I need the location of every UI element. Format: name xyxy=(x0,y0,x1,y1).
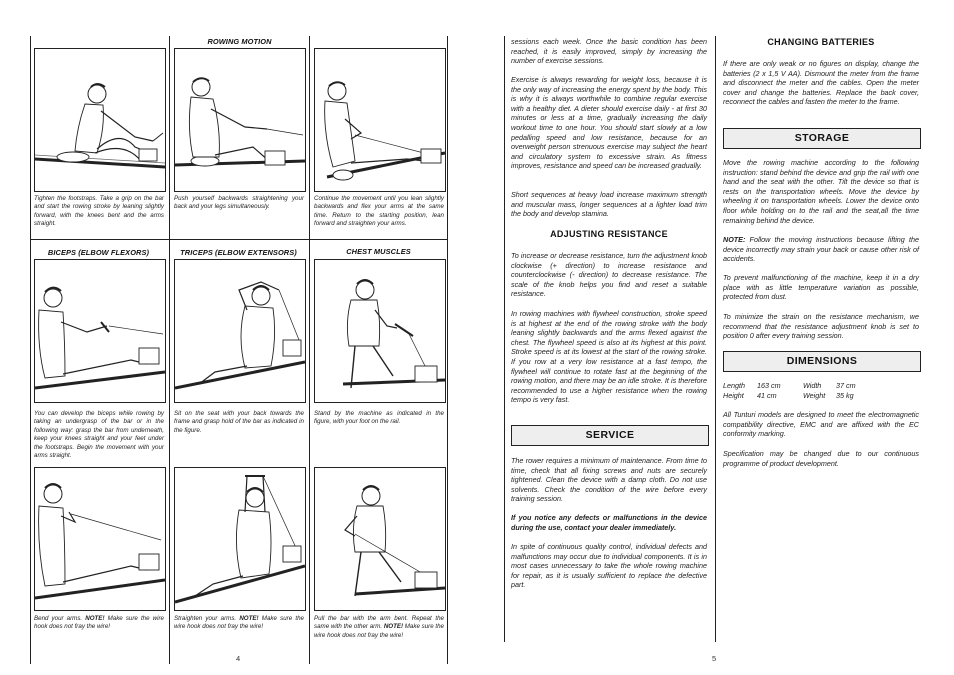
storage-heading: STORAGE xyxy=(723,128,921,149)
note-label: NOTE: xyxy=(723,235,746,244)
left-page-rule-right xyxy=(447,36,448,664)
caption-bend-arms xyxy=(34,615,164,632)
dimension-width-value: 37 cm xyxy=(836,381,856,390)
caption-rowing-start: Tighten the footstraps. Take a grip on the bar and start the rowing stroke by leaning slightly forward, with the knees bent and the arms straight. xyxy=(34,195,164,228)
caption-rowing-finish: Continue the movement until you lean slightly backwards and flex your arms at the same time. Return to the starting position, lean forward and straighten your arms. xyxy=(314,195,444,228)
intro-paragraph-3: Short sequences at heavy load increase maximum strength and muscular mass, longer sequences at a lighter load trim the body and develop stamina. xyxy=(511,190,707,219)
specification-paragraph: Specification may be changed due to our continuous programme of product development. xyxy=(723,449,919,468)
triceps-illustration xyxy=(175,260,305,402)
triceps-title: TRICEPS (ELBOW EXTENSORS) xyxy=(180,248,297,257)
caption-text: Bend your arms. xyxy=(34,615,86,622)
emc-paragraph: All Tunturi models are designed to meet the electromagnetic compatibility directive, EMC and are affixed with the EC conformity marking. xyxy=(723,410,919,439)
rowing-finish-illustration xyxy=(315,49,445,191)
changing-batteries-heading: CHANGING BATTERIES xyxy=(767,37,875,47)
dimension-length-label: Length xyxy=(723,381,745,390)
caption-biceps: You can develop the biceps while rowing by taking an undergrasp of the bar or in the following way: grasp the bar from underneath, keep your knees straight and your feet under the footstraps. Begin the movement with your arms straight. xyxy=(34,410,164,460)
note-label: NOTE! xyxy=(85,615,105,622)
figure-rowing-push xyxy=(174,48,306,192)
rowing-push-illustration xyxy=(175,49,305,191)
dimension-height-label: Height xyxy=(723,391,744,400)
right-page-center-rule xyxy=(715,36,716,642)
pull-one-arm-illustration xyxy=(315,468,445,610)
figure-triceps xyxy=(174,259,306,403)
intro-paragraph-2: Exercise is always rewarding for weight loss, because it is the only way of increasing the energy spent by the body. This is why it is always worthwhile to combine regular exercise with a healthy diet. A dieter should exercise daily - at first 30 minutes or less at a time, gradually increasing the daily workout time to one hour. You should start slowly at a low pedalling speed and low resistance, because for an overweight person strenuous exercise may subject the heart and circulatory system to excessive strain. As fitness improves, resistance and speed can be increased gradually. xyxy=(511,75,707,171)
caption-text: Make sure the wire hook does not fray the wire! xyxy=(174,615,304,631)
caption-rowing-push: Push yourself backwards straightening your back and your legs simultaneously. xyxy=(174,195,304,211)
chest-muscles-title: CHEST MUSCLES xyxy=(346,247,411,256)
service-paragraph-3: In spite of continuous quality control, individual defects and malfunctions may occur due to individual components. It is in most cases unnecessary to take the whole rowing machine for repair, as it is usually sufficient to replace the defective part. xyxy=(511,542,707,590)
storage-paragraph-3: To minimize the strain on the resistance mechanism, we recommend that the resistance adjustment knob is set to position 0 after every training session. xyxy=(723,312,919,341)
rowing-start-illustration xyxy=(35,49,165,191)
figure-pull-one-arm xyxy=(314,467,446,611)
dimensions-heading: DIMENSIONS xyxy=(723,351,921,372)
biceps-title: BICEPS (ELBOW FLEXORS) xyxy=(47,248,150,257)
service-heading: SERVICE xyxy=(511,425,709,446)
caption-text: Make sure the wire hook does not fray the wire! xyxy=(314,623,444,639)
caption-pull-one-arm xyxy=(314,615,444,640)
dimension-length-value: 163 cm xyxy=(757,381,781,390)
dimension-width-label: Width xyxy=(803,381,822,390)
biceps-illustration xyxy=(35,260,165,402)
intro-paragraph-1: sessions each week. Once the basic condition has been reached, it is easily improved, simply by increasing the number of exercise sessions. xyxy=(511,37,707,66)
batteries-paragraph: If there are only weak or no figures on display, change the batteries (2 x 1,5 V AA). Dismount the meter from the frame and disconnect the meter and the cables. Open the meter cover and change the batteries. Replace the back cover, reconnect the cables and fasten the meter to the frame. xyxy=(723,59,919,107)
dimension-height-value: 41 cm xyxy=(757,391,777,400)
bend-arms-illustration xyxy=(35,468,165,610)
straighten-arms-illustration xyxy=(175,468,305,610)
caption-chest: Stand by the machine as indicated in the figure, with your foot on the rail. xyxy=(314,410,444,426)
adjusting-paragraph-1: To increase or decrease resistance, turn the adjustment knob clockwise (+ direction) to increase resistance and counterclockwise (- direction) to decrease resistance. The scale of the knob helps you find and reset a suitable resistance. xyxy=(511,251,707,299)
rowing-motion-title: ROWING MOTION xyxy=(207,37,272,46)
caption-text: Pull the bar with the arm bent. Repeat the same with the other arm. xyxy=(314,615,444,631)
dimension-weight-label: Weight xyxy=(803,391,826,400)
storage-note xyxy=(723,235,919,264)
chest-illustration xyxy=(315,260,445,402)
note-text: Follow the moving instructions because lifting the device incorrectly may strain your back or cause other risk of accidents. xyxy=(723,235,919,264)
left-page-rule-left xyxy=(30,36,31,664)
page-number-right: 5 xyxy=(712,654,717,663)
service-paragraph-2: If you notice any defects or malfunctions in the device during the use, contact your dealer immediately. xyxy=(511,513,707,532)
service-paragraph-1: The rower requires a minimum of maintenance. From time to time, check that all fixing screws and nuts are securely tightened. Clean the device with a damp cloth. Do not use solvents. Check the condition of the wire before every training session. xyxy=(511,456,707,504)
figure-bend-arms xyxy=(34,467,166,611)
right-page-rule-left xyxy=(504,36,505,642)
column-divider-2 xyxy=(309,36,310,664)
page-number-left: 4 xyxy=(236,654,241,663)
adjusting-paragraph-2: In rowing machines with flywheel construction, stroke speed is at highest at the end of the rowing stroke with the body leaning slightly backwards and the arms flexed against the chest. The flywheel speed is also at its highest at this point. Stroke speed is at its lowest at the start of the rowing stroke. If you row at a very low resistance at a fast tempo, the flywheel will continue to rotate fast at the beginning of the rowing motion, and there may be an idle stroke. It is therefore recommended to use a higher resistance when the rowing tempo is very fast. xyxy=(511,309,707,405)
note-label: NOTE! xyxy=(239,615,259,622)
dimension-weight-value: 35 kg xyxy=(836,391,854,400)
figure-straighten-arms xyxy=(174,467,306,611)
figure-rowing-finish xyxy=(314,48,446,192)
column-divider-1 xyxy=(169,36,170,664)
caption-text: Straighten your arms. xyxy=(174,615,240,622)
adjusting-resistance-heading: ADJUSTING RESISTANCE xyxy=(550,229,668,239)
caption-straighten-arms xyxy=(174,615,304,632)
caption-triceps: Sit on the seat with your back towards the frame and grasp hold of the bar as indicated in the figure. xyxy=(174,410,304,434)
figure-biceps xyxy=(34,259,166,403)
note-label: NOTE! xyxy=(383,623,404,631)
storage-paragraph-2: To prevent malfunctioning of the machine, keep it in a dry place with as little temperature variation as possible, protected from dust. xyxy=(723,273,919,302)
figure-chest xyxy=(314,259,446,403)
row-divider-1 xyxy=(30,239,448,240)
storage-paragraph-1: Move the rowing machine according to the following instruction: stand behind the device and grip the rail with one hand and the seat with the other. Tilt the device so that is rests on the transportation wheels. Move the device by wheeling it on transportation wheels. Lower the device onto floor while holding on to the rail and the seat,all the time remaining behind the device. xyxy=(723,158,919,225)
figure-rowing-start xyxy=(34,48,166,192)
caption-text: Make sure the wire hook does not fray the wire! xyxy=(34,615,164,631)
